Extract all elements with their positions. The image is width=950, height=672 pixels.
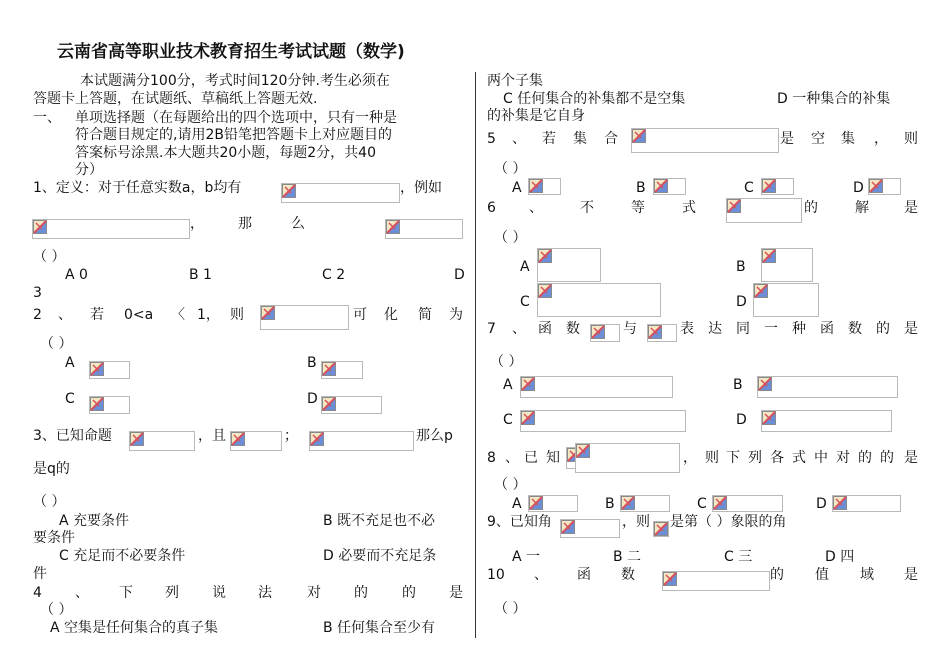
image-placeholder-icon: [529, 496, 543, 510]
q10-word: 10: [487, 567, 505, 583]
q8-word: 下: [726, 450, 740, 466]
q5-word: 、: [512, 131, 526, 147]
q7-word: 达: [708, 321, 722, 337]
option-b: B: [307, 355, 317, 371]
image-placeholder-icon: [130, 432, 144, 446]
image-placeholder-icon: [869, 179, 883, 193]
option-a: A: [503, 377, 513, 393]
option-b: B: [733, 377, 743, 393]
q7-word: 数: [566, 321, 580, 337]
option-c: C 三: [724, 549, 753, 565]
section-line-2: 符合题目规定的,请用2B铅笔把答题卡上对应题目的: [75, 127, 392, 143]
answer-paren: （ ）: [494, 230, 527, 246]
formula-image: [281, 183, 400, 203]
q7-word: 函: [820, 321, 834, 337]
q8-word: 8: [487, 450, 496, 466]
q10-word: 是: [904, 567, 918, 583]
q5-word: 集: [841, 131, 855, 147]
q3-tail: 那么p: [416, 428, 453, 444]
q8-word: 的: [858, 450, 872, 466]
q2-word: 0<a: [124, 307, 154, 323]
option-c: C: [65, 391, 75, 407]
q4-word: 、: [75, 585, 89, 601]
image-placeholder-icon: [758, 377, 772, 391]
q7-word: 的: [876, 321, 890, 337]
q2-word: 〈: [171, 307, 185, 323]
answer-paren: （ ）: [33, 249, 66, 265]
q2-word: 简: [418, 307, 432, 323]
q10-word: 函: [577, 567, 591, 583]
option-d: D: [307, 391, 318, 407]
q2-word: 则: [230, 307, 244, 323]
option-d-wrap: 件: [33, 566, 47, 582]
formula-image: [260, 305, 349, 330]
q8-word: ，: [683, 450, 697, 466]
option-d-wrap: 的补集是它自身: [487, 108, 585, 124]
section-line-4: 分）: [75, 162, 103, 178]
q4-word: 法: [258, 585, 272, 601]
q5-word: 若: [542, 131, 556, 147]
section-line-1: 单项选择题（在每题给出的四个选项中，只有一种是: [75, 110, 397, 126]
q5-word: 合: [604, 131, 618, 147]
image-placeholder-icon: [663, 572, 677, 586]
formula-image: [575, 443, 680, 473]
image-placeholder-icon: [282, 184, 296, 198]
formula-image: [520, 410, 686, 432]
option-d: D 一种集合的补集: [777, 91, 891, 107]
answer-paren: （ ）: [40, 602, 73, 618]
formula-image: [631, 128, 779, 153]
formula-image: [528, 495, 578, 512]
q2-word: 1，: [197, 307, 220, 323]
formula-image: [385, 219, 463, 239]
answer-paren: （ ）: [494, 161, 527, 177]
q6-word: 等: [631, 200, 645, 216]
formula-image: [560, 519, 620, 538]
q2-word: 可: [353, 307, 367, 323]
image-placeholder-icon: [231, 432, 245, 446]
option-d: D 四: [825, 549, 855, 565]
q6-word: 是: [904, 200, 918, 216]
image-placeholder-icon: [310, 432, 324, 446]
answer-paren: （ ）: [40, 336, 73, 352]
q10-word: 值: [815, 567, 829, 583]
q5-word: ，: [874, 131, 888, 147]
option-c: C: [744, 180, 754, 196]
q7-word: 表: [680, 321, 694, 337]
formula-image: [712, 495, 783, 512]
intro-line-2: 答题卡上答题，在试题纸、草稿纸上答题无效.: [33, 91, 318, 107]
option-a: A: [512, 180, 522, 196]
formula-image: [321, 396, 382, 414]
formula-image: [662, 571, 770, 591]
q1-sep: ，: [190, 216, 204, 232]
option-a: A 空集是任何集合的真子集: [50, 620, 219, 636]
option-b-wrap: 两个子集: [487, 73, 543, 89]
q10-word: 的: [770, 567, 784, 583]
q8-word: 列: [748, 450, 762, 466]
q8-word: 已: [524, 450, 538, 466]
q2-word: 为: [449, 307, 463, 323]
image-placeholder-icon: [261, 306, 275, 320]
q1-stem: 1、定义：对于任意实数a，b均有: [33, 180, 242, 196]
option-b: B 既不充足也不必: [323, 513, 436, 529]
image-placeholder-icon: [762, 179, 776, 193]
q4-word: 下: [119, 585, 133, 601]
option-d: D: [736, 412, 747, 428]
q9-stem: 9、已知角: [487, 514, 552, 530]
q7-word: 数: [848, 321, 862, 337]
formula-image: [753, 283, 819, 317]
answer-paren: （ ）: [494, 601, 527, 617]
q8-word: 是: [904, 450, 918, 466]
q2-word: 化: [384, 307, 398, 323]
option-c: C: [520, 294, 530, 310]
q5-word: 5: [487, 131, 496, 147]
image-placeholder-icon: [576, 444, 590, 458]
image-placeholder-icon: [538, 249, 552, 263]
q10-word: 数: [621, 567, 635, 583]
q2-word: 若: [90, 307, 104, 323]
image-placeholder-icon: [654, 522, 668, 536]
option-b: B: [636, 180, 646, 196]
option-a: A 0: [65, 267, 88, 283]
q1-word: 么: [291, 216, 305, 232]
image-placeholder-icon: [591, 325, 605, 339]
q7-word: 一: [764, 321, 778, 337]
q7-mid: 与: [623, 321, 637, 337]
q8-word: 中: [814, 450, 828, 466]
formula-image: [868, 178, 901, 195]
q6-word: 不: [580, 200, 594, 216]
section-number: 一、: [33, 110, 61, 126]
q4-word: 的: [354, 585, 368, 601]
option-b: B 二: [613, 549, 642, 565]
image-placeholder-icon: [529, 179, 543, 193]
image-placeholder-icon: [561, 520, 575, 534]
q5-word: 空: [811, 131, 825, 147]
q7-word: 种: [792, 321, 806, 337]
image-placeholder-icon: [754, 284, 768, 298]
formula-image: [726, 198, 802, 223]
option-a: A: [520, 259, 530, 275]
option-b: B: [736, 259, 746, 275]
column-divider: [475, 72, 476, 638]
q7-word: 、: [512, 321, 526, 337]
image-placeholder-icon: [33, 220, 47, 234]
q9-mid: ，则: [622, 514, 650, 530]
q3-line2: 是q的: [33, 461, 70, 477]
formula-image: [761, 410, 892, 432]
image-placeholder-icon: [322, 397, 336, 411]
q6-word: 6: [487, 200, 496, 216]
image-placeholder-icon: [727, 199, 741, 213]
formula-image: [528, 178, 561, 195]
formula-image: [230, 431, 282, 451]
q4-word: 说: [212, 585, 226, 601]
q4-word: 列: [165, 585, 179, 601]
q7-word: 同: [736, 321, 750, 337]
image-placeholder-icon: [713, 496, 727, 510]
formula-image: [653, 178, 686, 195]
formula-image: [590, 324, 620, 342]
option-c: C 任何集合的补集都不是空集: [503, 91, 686, 107]
formula-image: [832, 495, 901, 512]
option-a: A: [512, 496, 522, 512]
option-b: B 1: [189, 267, 212, 283]
option-c: C: [503, 412, 513, 428]
formula-image: [537, 283, 661, 317]
answer-paren: （ ）: [494, 477, 527, 493]
image-placeholder-icon: [762, 411, 776, 425]
image-placeholder-icon: [833, 496, 847, 510]
q1-tail: ，例如: [400, 180, 442, 196]
option-c: C 充足而不必要条件: [59, 548, 186, 564]
answer-paren: （ ）: [490, 354, 523, 370]
q3-mid: ，且: [198, 428, 226, 444]
image-placeholder-icon: [521, 411, 535, 425]
q5-word: 是: [780, 131, 794, 147]
formula-image: [309, 431, 414, 451]
q7-word: 7: [487, 321, 496, 337]
option-b-wrap: 要条件: [33, 530, 75, 546]
option-d: D: [816, 496, 827, 512]
q8-word: 知: [546, 450, 560, 466]
option-d: D: [454, 267, 465, 283]
image-placeholder-icon: [654, 179, 668, 193]
q7-word: 是: [904, 321, 918, 337]
formula-image: [757, 376, 898, 398]
q8-word: 的: [880, 450, 894, 466]
q6-word: 式: [682, 200, 696, 216]
image-placeholder-icon: [538, 284, 552, 298]
option-a: A: [65, 355, 75, 371]
image-placeholder-icon: [90, 397, 104, 411]
q3-stem: 3、已知命题: [33, 428, 112, 444]
q5-word: 集: [573, 131, 587, 147]
formula-image: [32, 219, 190, 239]
exam-title: 云南省高等职业技术教育招生考试试题（数学): [57, 42, 405, 62]
option-d: D: [853, 180, 864, 196]
section-line-3: 答案标号涂黑.本大题共20小题，每题2分，共40: [75, 145, 376, 161]
intro-line-1: 本试题满分100分，考式时间120分钟.考生必须在: [80, 73, 390, 89]
q4-word: 对: [307, 585, 321, 601]
formula-image: [761, 248, 813, 282]
q2-word: 、: [58, 307, 72, 323]
formula-image: [761, 178, 794, 195]
formula-image: [620, 495, 670, 512]
q4-word: 4: [33, 585, 42, 601]
q4-word: 的: [402, 585, 416, 601]
option-b: B: [605, 496, 615, 512]
q8-word: 、: [505, 450, 519, 466]
option-d-wrap: 3: [33, 285, 42, 301]
q2-word: 2: [33, 307, 42, 323]
q6-word: 、: [529, 200, 543, 216]
q7-word: 函: [538, 321, 552, 337]
option-d: D 必要而不充足条: [323, 548, 437, 564]
q10-word: 域: [860, 567, 874, 583]
formula-image: [537, 248, 601, 282]
option-d: D: [736, 294, 747, 310]
image-placeholder-icon: [90, 362, 104, 376]
q4-word: 是: [449, 585, 463, 601]
image-placeholder-icon: [648, 325, 662, 339]
option-c: C: [697, 496, 707, 512]
q9-tail: 是第（ ）象限的角: [670, 514, 787, 530]
answer-paren: （ ）: [33, 494, 66, 510]
formula-image: [89, 396, 130, 414]
q8-word: 对: [836, 450, 850, 466]
q6-word: 解: [855, 200, 869, 216]
q3-mid: ；: [284, 428, 298, 444]
formula-image: [129, 431, 195, 451]
q5-word: 则: [904, 131, 918, 147]
formula-image: [653, 521, 669, 537]
option-a: A 一: [512, 549, 541, 565]
image-placeholder-icon: [621, 496, 635, 510]
q1-word: 那: [238, 216, 252, 232]
q8-word: 各: [770, 450, 784, 466]
option-a: A 充要条件: [59, 513, 130, 529]
formula-image: [647, 324, 677, 342]
q8-word: 式: [792, 450, 806, 466]
image-placeholder-icon: [632, 129, 646, 143]
formula-image: [321, 361, 363, 379]
image-placeholder-icon: [386, 220, 400, 234]
image-placeholder-icon: [322, 362, 336, 376]
formula-image: [520, 376, 673, 398]
option-b: B 任何集合至少有: [323, 620, 436, 636]
formula-image: [89, 361, 130, 379]
image-placeholder-icon: [521, 377, 535, 391]
q10-word: 、: [534, 567, 548, 583]
image-placeholder-icon: [762, 249, 776, 263]
q8-word: 则: [705, 450, 719, 466]
q6-word: 的: [804, 200, 818, 216]
option-c: C 2: [322, 267, 346, 283]
